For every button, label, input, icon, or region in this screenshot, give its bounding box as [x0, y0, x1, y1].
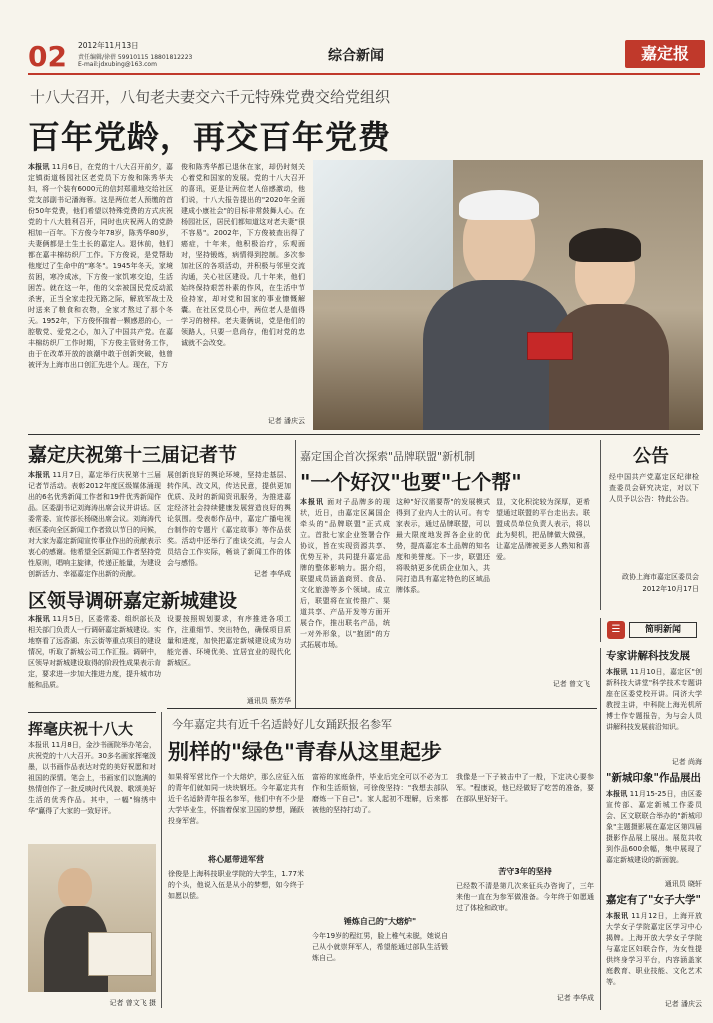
brief-item-byline: 记者 尚海: [671, 758, 702, 766]
welcome-byline: 记者 曾文飞 摄: [109, 999, 156, 1007]
masthead-rule: [28, 73, 700, 75]
welcome-photo-person: [58, 868, 92, 908]
green-headline: 别样的"绿色"青春从这里起步: [168, 740, 442, 764]
welcome-headline: 挥毫庆祝十八大: [28, 720, 134, 738]
rule-left-mid: [28, 712, 156, 713]
rule-below-lead: [28, 434, 700, 435]
green-col1b: 徐俊是上海科技职业学院的大学生，1.77米的个头，他说入伍是从小的梦想，如今终于如愿以偿。: [168, 870, 304, 900]
rule-center-left: [295, 440, 296, 708]
research-col1: 本报讯 11月5日，区委常委、组织部长及相关部门负责人一行调研嘉定新城建设。实地察看了远香湖、东云街等重点项目的建设情况，听取了新城公司工作汇报。调研中，区领导对新城建设取得的阶段性成果表示肯定，要求进一步加大推进力度，提升城市功能和品质。: [28, 615, 161, 689]
green-col3-wrap: [456, 772, 594, 1008]
brief-label: 简明新闻: [629, 622, 697, 638]
brief-item-text: 本报讯 11月10日，嘉定区"创新科技大讲堂"科学技术专题讲座在区委党校开讲。同济大学教授主讲，中科院上海光机所博士作专题报告，为与会人员讲解科技发展前沿知识。: [606, 668, 702, 731]
research-col2-wrap: [167, 614, 291, 710]
green-col1: 如果将军营比作一个大熔炉，那么应征入伍的青年们就如同一块块钢坯。今年嘉定共有近千名适龄青年报名参军，他们中有不少是大学毕业生，怀揣着保家卫国的梦想，踊跃投身军营。: [168, 773, 304, 825]
brand-col3-wrap: [496, 497, 590, 693]
brief-item-headline: 专家讲解科技发展: [606, 650, 690, 662]
brief-item-text: 本报讯 11月15-25日，由区委宣传部、嘉定新城工作委员会、区文联联合举办的"新城印象"主题摄影展在嘉定区第四届摄影作品展上展出。展览共收到作品600余幅，集中展现了嘉定新城建设的新面貌。: [606, 790, 702, 864]
masthead-email: E-mail:jdxubing@163.com: [78, 61, 157, 68]
brief-item: [606, 770, 702, 892]
notice-title: 公告: [633, 446, 669, 467]
notice-box: [600, 440, 700, 610]
lead-headline: 百年党龄，再交百年党费: [28, 118, 392, 156]
photo-window: [313, 160, 453, 290]
lead-byline: 记者 潘庆云: [267, 417, 305, 425]
festival-col1: 本报讯 11月7日，嘉定举行庆祝第十三届记者节活动。表彰2012年度区级媒体涌现出的6名优秀新闻工作者和19件优秀新闻作品。区委副书记刘海涛出席会议并讲话。区委常委、宣传部长杨晓出席会议。刘海涛代表区委向全区新闻工作者致以节日的问候，对大家为嘉定新闻宣传事业作出的贡献表示衷心的感谢。他希望全区新闻工作者坚持党性原则，唱响主旋律，传递正能量，为建设创新活力、幸福嘉定作出新的贡献。: [28, 471, 161, 578]
notice-signer: 政协上海市嘉定区委员会: [622, 573, 699, 581]
green-sub2: 锤炼自己的"大熔炉": [343, 917, 417, 926]
lead-col1: 本报讯 11月6日，在党的十八大召开前夕，嘉定镇街道杨园社区老党员下方俊和陈秀华夫妇，将一个装有6000元的信封郑重地交给社区党支部副书记潘海蓉。这是两位老人预缴的首份50年党费，他们希望以特殊党费的方式庆祝党的十八大胜利召开，同时也庆祝两人的党龄相加一百年。下方俊今年78岁，陈秀华80岁，夫妻俩都是土生土长的嘉定人。退休前，他们都在嘉丰棉纺织厂工作。下方俊说，是党帮助他度过了生命中的"寒冬"。1945年冬天，家境贫困，寒冷成冰，下方俊一家饥寒交迫，生活困苦。就在这一年，他的父亲被国民党反动派杀害，正当全家走投无路之际，解放军战士及时送来了粮食和衣物，全家才熬过了那个冬天。1952年，下方俊怀揣着一颗感恩的心，一腔敬党、爱党之心，加入了中国共产党。在嘉丰棉纺织厂工作时期，下方俊主管财务工作，由于在改革开放的浪潮中敢于创新突破，他曾被评为上海市出口创汇先进个人。现在，下方: [28, 163, 173, 369]
brief-item: [606, 648, 702, 770]
brand-headline: "一个好汉"也要"七个帮": [300, 470, 522, 494]
photo-woman-body: [549, 304, 669, 430]
brief-banner: [600, 618, 700, 642]
lead-col2: 俊和陈秀华都已退休在家，却仍时刻关心着党和国家的发展。党的十八大召开的喜讯，更是让两位老人倍感激动，他们说，十八大报告提出的"2020年全面建成小康社会"的目标非常鼓舞人心。在杨园社区，居民们都知道这对老夫妻"很不容易"。2002年，下方俊被查出得了癌症，十年来，他积极治疗，乐观面对，坚持锻炼，病情得到控制。多次参加社区的各项活动，并积极与邻里交流沟通，关心社区建设。几十年来，他们始终保持艰苦朴素的作风，在生活中节俭持家，却对党和国家的事业慷慨解囊。在社区党员心中，两位老人是值得学习的榜样。老夫妻俩说，党是他们的领路人，只要一息尚存，他们对党的忠诚就不会改变。: [181, 163, 305, 347]
festival-col2-wrap: [167, 470, 291, 582]
masthead-editor: 责任编辑/徐蓓 59910115 18801812223: [78, 54, 193, 61]
green-col1-wrap: [168, 772, 304, 1008]
brief-item-text: 本报讯 11月12日，上海开放大学女子学院嘉定区学习中心揭牌。上海开放大学女子学院与嘉定区妇联合作，为女性提供终身学习平台，内容涵盖家庭教育、职业技能、文化艺术等。: [606, 912, 702, 986]
paper-logo: 嘉定报: [625, 40, 705, 68]
rss-icon: ☰: [607, 621, 625, 639]
green-col2: 富裕的家庭条件，毕业后完全可以不必为工作和生活烦恼，可徐俊坚持："我想去部队磨炼一下自己"。家人起初不理解，后来都被他的坚持打动了。: [312, 773, 448, 814]
green-kicker: 今年嘉定共有近千名适龄好儿女踊跃报名参军: [172, 718, 392, 731]
notice-text: 经中国共产党嘉定区纪律检查委员会研究决定，对以下人员予以公告：特此公告。: [609, 473, 699, 503]
notice-date: 2012年10月17日: [642, 585, 699, 593]
rule-left-vertical: [161, 712, 162, 1008]
brand-col3: 显，文化积淀较为深厚，更希望通过联盟的平台走出去。联盟成员单位负责人表示，将以此为契机，把品牌做大做强，让嘉定品牌被更多人熟知和喜爱。: [496, 498, 590, 561]
section-title: 综合新闻: [328, 48, 384, 64]
brand-col2: 这种"好汉需要帮"的发展模式得到了业内人士的认可。有专家表示，通过品牌联盟，可以最大限度地发挥各企业的优势，提高嘉定本土品牌的知名度和美誉度。下一步，联盟还将吸纳更多优质企业加入，共同打造具有嘉定特色的区域品牌体系。: [396, 498, 490, 594]
research-col2: 设要按照规划要求，有序推进各项工作，注重细节、突出特色，确保项目质量和进度，加快把嘉定新城建设成为功能完善、环境优美、宜居宜业的现代化新城区。: [167, 615, 291, 667]
lead-photo: [313, 160, 703, 430]
green-col2-wrap: [312, 772, 448, 1008]
brand-byline: 记者 曾文飞: [552, 680, 590, 688]
festival-col2: 展创新良好的舆论环境，坚持走基层、转作风、改文风，传达民意，提供更加优质、及时的新闻资讯服务，为推进嘉定经济社会持续健康发展营造良好的舆论氛围。受表彰作品中，嘉定广播电视台制作的专题片《嘉定故事》等作品获奖。活动中还举行了座谈交流，与会人员结合工作实际，畅谈了新闻工作的体会与感悟。: [167, 471, 291, 567]
green-col3: 我像是一下子被击中了一般，下定决心要参军。"程康说，他已经做好了吃苦的准备，要在部队里好好干。: [456, 773, 594, 803]
welcome-text: 本报讯 11月8日，金沙书画院举办笔会，庆祝党的十八大召开。30多名画家挥毫泼墨，以书画作品表达对党的美好祝愿和对祖国的深情。笔会上，书画家们以饱满的热情创作了一批反映时代风貌、歌颂美好生活的优秀作品。其中，一幅"锦绣中华"赢得了大家的一致好评。: [28, 741, 156, 815]
brief-item-headline: "新城印象"作品展出: [606, 772, 701, 784]
photo-woman-hair: [569, 228, 641, 262]
brand-kicker: 嘉定国企首次探索"品牌联盟"新机制: [300, 450, 476, 463]
research-byline: 通讯员 蔡芳华: [246, 697, 291, 705]
brief-item: [606, 892, 702, 1010]
brand-col1: 本报讯 面对子品牌多的现状，近日，由嘉定区属国企牵头的"品牌联盟"正式成立。首批七家企业签署合作协议，旨在实现资源共享、优势互补，共同提升嘉定品牌的整体影响力。据介绍，联盟成员涵盖商贸、食品、文化旅游等多个领域。成立后，联盟将在宣传推广、渠道共享、产品开发等方面开展合作，推出联名产品，统一对外形象，以"抱团"的方式拓展市场。: [300, 498, 390, 649]
brief-item-byline: 记者 潘庆云: [664, 1000, 702, 1008]
photo-man-hair: [459, 190, 539, 220]
brief-list: [600, 648, 702, 1010]
festival-headline: 嘉定庆祝第十三届记者节: [28, 444, 238, 466]
green-col3b: 已经数不清是第几次来征兵办咨询了，三年来他一直在为参军做准备。今年终于如愿通过了体检和政审。: [456, 882, 594, 912]
photo-envelope: [527, 332, 573, 360]
lead-col2-wrap: [181, 162, 305, 430]
green-col2b: 今年19岁的程红男，脸上稚气未脱，她说自己从小就崇拜军人，希望能通过部队生活锻炼自己。: [312, 932, 448, 962]
masthead: [28, 0, 698, 78]
festival-byline: 记者 李华成: [253, 570, 291, 578]
green-sub1: 将心愿带进军营: [208, 855, 264, 864]
brief-item-headline: 嘉定有了"女子大学": [606, 894, 701, 906]
masthead-date: 2012年11月13日: [78, 41, 139, 50]
rule-above-green: [167, 708, 597, 709]
welcome-photo-paper: [88, 932, 152, 976]
green-sub3: 苦守3年的坚持: [498, 867, 552, 876]
green-byline: 记者 李华成: [556, 994, 594, 1002]
welcome-photo: [28, 844, 156, 992]
brief-item-byline: 通讯员 晓轩: [664, 880, 702, 888]
page-number: 02: [28, 40, 67, 73]
research-headline: 区领导调研嘉定新城建设: [28, 590, 238, 612]
lead-kicker: 十八大召开，八旬老夫妻交六千元特殊党费交给党组织: [30, 88, 391, 106]
